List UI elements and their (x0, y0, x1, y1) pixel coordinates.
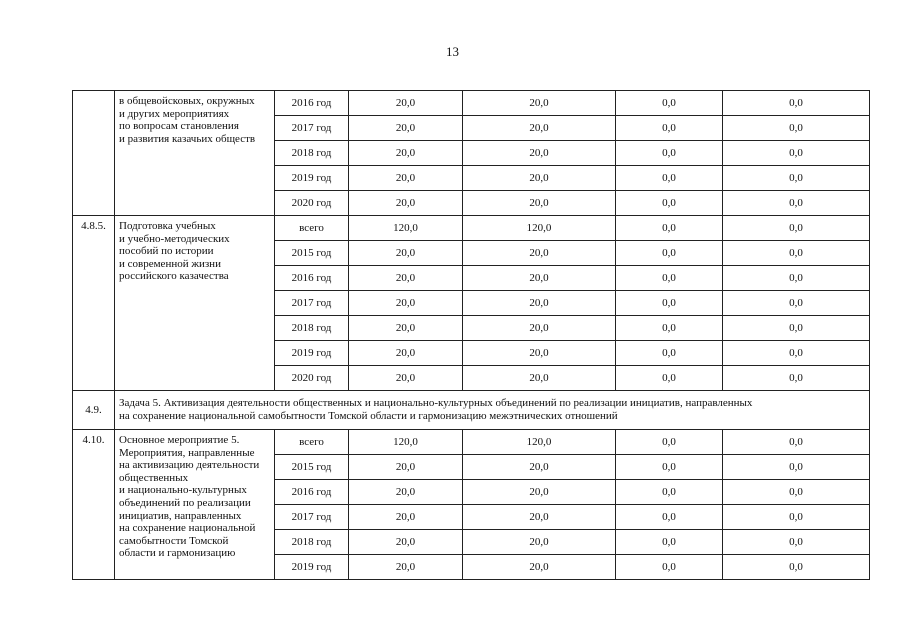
year-cell: 2019 год (275, 166, 349, 191)
value-cell: 0,0 (723, 455, 870, 480)
value-cell: 0,0 (723, 366, 870, 391)
year-cell: 2015 год (275, 455, 349, 480)
year-cell: 2017 год (275, 116, 349, 141)
row-number: 4.10. (73, 430, 115, 580)
total-cell: 20,0 (349, 266, 463, 291)
value-cell: 0,0 (723, 341, 870, 366)
value-cell: 0,0 (723, 316, 870, 341)
table-row (73, 91, 870, 116)
value-cell: 20,0 (463, 530, 616, 555)
value-cell: 20,0 (463, 116, 616, 141)
value-cell: 0,0 (723, 291, 870, 316)
value-cell: 20,0 (463, 141, 616, 166)
value-cell: 20,0 (463, 266, 616, 291)
value-cell: 0,0 (616, 216, 723, 241)
row-description: Основное мероприятие 5. Мероприятия, направленные на активизацию деятельности общественных и национально-культурных объединений по реализации инициатив, направленных на сохранение национальной самобытности Томской области и гармонизацию (115, 430, 275, 580)
total-cell: 20,0 (349, 455, 463, 480)
year-cell: 2016 год (275, 480, 349, 505)
value-cell: 20,0 (463, 455, 616, 480)
total-cell: 20,0 (349, 366, 463, 391)
total-cell: 20,0 (349, 505, 463, 530)
total-cell: 20,0 (349, 141, 463, 166)
total-cell: 20,0 (349, 555, 463, 580)
year-cell: всего (275, 216, 349, 241)
total-cell: 20,0 (349, 91, 463, 116)
year-cell: 2019 год (275, 341, 349, 366)
total-cell: 20,0 (349, 341, 463, 366)
year-cell: 2017 год (275, 291, 349, 316)
value-cell: 0,0 (616, 241, 723, 266)
year-cell: всего (275, 430, 349, 455)
table-body (73, 91, 870, 580)
value-cell: 20,0 (463, 505, 616, 530)
value-cell: 120,0 (463, 430, 616, 455)
value-cell: 0,0 (616, 266, 723, 291)
value-cell: 0,0 (616, 555, 723, 580)
value-cell: 0,0 (616, 91, 723, 116)
value-cell: 20,0 (463, 166, 616, 191)
year-cell: 2017 год (275, 505, 349, 530)
value-cell: 20,0 (463, 341, 616, 366)
total-cell: 20,0 (349, 480, 463, 505)
row-number: 4.9. (73, 391, 115, 430)
table-row (73, 216, 870, 241)
year-cell: 2018 год (275, 141, 349, 166)
value-cell: 20,0 (463, 366, 616, 391)
value-cell: 0,0 (616, 191, 723, 216)
total-cell: 20,0 (349, 316, 463, 341)
row-number: 4.8.5. (73, 216, 115, 391)
value-cell: 0,0 (723, 241, 870, 266)
row-description: Подготовка учебных и учебно-методических пособий по истории и современной жизни российского казачества (115, 216, 275, 391)
year-cell: 2015 год (275, 241, 349, 266)
value-cell: 20,0 (463, 316, 616, 341)
value-cell: 0,0 (723, 216, 870, 241)
value-cell: 0,0 (616, 316, 723, 341)
page-number: 13 (446, 44, 459, 59)
year-cell: 2016 год (275, 266, 349, 291)
year-cell: 2020 год (275, 366, 349, 391)
budget-table (72, 90, 870, 580)
value-cell: 0,0 (616, 116, 723, 141)
value-cell: 0,0 (723, 141, 870, 166)
table-row (73, 430, 870, 455)
value-cell: 20,0 (463, 91, 616, 116)
total-cell: 20,0 (349, 191, 463, 216)
value-cell: 0,0 (723, 266, 870, 291)
value-cell: 0,0 (616, 430, 723, 455)
year-cell: 2019 год (275, 555, 349, 580)
total-cell: 120,0 (349, 430, 463, 455)
row-number (73, 91, 115, 216)
value-cell: 0,0 (616, 291, 723, 316)
year-cell: 2016 год (275, 91, 349, 116)
value-cell: 0,0 (616, 480, 723, 505)
value-cell: 120,0 (463, 216, 616, 241)
value-cell: 20,0 (463, 291, 616, 316)
value-cell: 0,0 (723, 191, 870, 216)
total-cell: 20,0 (349, 291, 463, 316)
value-cell: 0,0 (723, 480, 870, 505)
value-cell: 20,0 (463, 191, 616, 216)
row-description: в общевойсковых, окружных и других мероприятиях по вопросам становления и развития казачьих обществ (115, 91, 275, 216)
total-cell: 20,0 (349, 116, 463, 141)
total-cell: 20,0 (349, 241, 463, 266)
value-cell: 20,0 (463, 480, 616, 505)
value-cell: 0,0 (616, 341, 723, 366)
value-cell: 0,0 (723, 166, 870, 191)
year-cell: 2020 год (275, 191, 349, 216)
value-cell: 0,0 (616, 530, 723, 555)
task-description: Задача 5. Активизация деятельности общественных и национально-культурных объединений по реализации инициатив, направленных на сохранение национальной самобытности Томской области и гармонизацию межэтнических отношений (115, 391, 870, 430)
total-cell: 120,0 (349, 216, 463, 241)
value-cell: 0,0 (616, 366, 723, 391)
value-cell: 0,0 (616, 455, 723, 480)
value-cell: 0,0 (723, 555, 870, 580)
value-cell: 0,0 (616, 166, 723, 191)
value-cell: 20,0 (463, 241, 616, 266)
year-cell: 2018 год (275, 530, 349, 555)
value-cell: 20,0 (463, 555, 616, 580)
value-cell: 0,0 (723, 505, 870, 530)
year-cell: 2018 год (275, 316, 349, 341)
total-cell: 20,0 (349, 530, 463, 555)
value-cell: 0,0 (723, 116, 870, 141)
value-cell: 0,0 (723, 91, 870, 116)
task-row (73, 391, 870, 430)
total-cell: 20,0 (349, 166, 463, 191)
value-cell: 0,0 (616, 141, 723, 166)
value-cell: 0,0 (723, 530, 870, 555)
value-cell: 0,0 (723, 430, 870, 455)
value-cell: 0,0 (616, 505, 723, 530)
